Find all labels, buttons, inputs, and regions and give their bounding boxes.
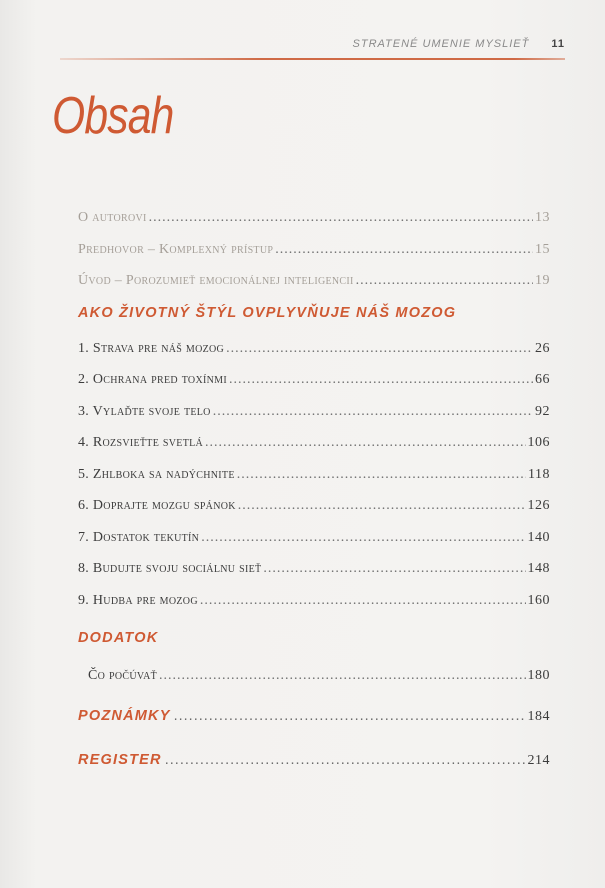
toc-entry[interactable]: [78, 341, 550, 373]
toc-entry[interactable]: [78, 467, 550, 499]
toc-entry-label: Predhovor – Komplexný prístup: [78, 241, 274, 257]
dot-leader: [165, 752, 525, 768]
toc-entry-page: 13: [535, 210, 550, 225]
toc-entry-what-to-listen[interactable]: [78, 668, 550, 700]
toc-entry-label: 4. Rozsvieťte svetlá: [78, 435, 204, 450]
dot-leader: [205, 435, 525, 451]
toc-entry-introduction[interactable]: [78, 273, 550, 305]
dot-leader: [174, 708, 525, 724]
toc-entry-label: Úvod – Porozumieť emocionálnej inteligencii: [78, 273, 354, 288]
toc-entry-register[interactable]: [78, 752, 550, 792]
toc-entry-label: 9. Hudba pre mozog: [78, 592, 198, 608]
running-head: [353, 38, 565, 50]
toc-entry-page: 126: [527, 498, 550, 513]
section-heading-notes: POZNÁMKY: [78, 707, 171, 724]
dot-leader: [356, 273, 533, 289]
toc-entry-page: 106: [527, 435, 550, 450]
toc-entry-label: 7. Dostatok tekutín: [78, 529, 200, 545]
section-heading-lifestyle: AKO ŽIVOTNÝ ŠTÝL OVPLYVŇUJE NÁŠ MOZOG: [78, 304, 457, 321]
dot-leader: [275, 242, 533, 258]
dot-leader: [201, 530, 525, 546]
dot-leader: [213, 404, 533, 420]
dot-leader: [226, 341, 533, 357]
toc-entry-label: 6. Doprajte mozgu spánok: [78, 498, 236, 513]
toc-entry-page: 160: [527, 592, 550, 608]
section-heading-register: REGISTER: [78, 751, 162, 768]
toc-entry[interactable]: [78, 561, 550, 593]
toc-entry-page: 118: [528, 466, 550, 482]
dot-leader: [237, 467, 526, 483]
toc-entry-label: 2. Ochrana pred toxínmi: [78, 372, 227, 387]
toc-entry-label: Čo počúvať: [88, 668, 157, 683]
toc-entry-page: 180: [527, 668, 550, 683]
toc-entry[interactable]: [78, 530, 550, 562]
toc-entry-author[interactable]: [78, 210, 550, 242]
toc-entry-page: 15: [535, 241, 550, 257]
toc-entry-label: 3. Vylaďte svoje telo: [78, 403, 211, 419]
toc-entry-notes[interactable]: [78, 708, 550, 752]
toc-entry-page: 26: [535, 340, 550, 356]
toc-entry[interactable]: [78, 498, 550, 530]
toc-entry[interactable]: [78, 593, 550, 625]
dot-leader: [229, 372, 533, 388]
page-title: Obsah: [52, 87, 174, 145]
toc-entry-page: 66: [535, 372, 550, 387]
toc-entry-page: 92: [535, 403, 550, 419]
page-number: 11: [551, 38, 565, 50]
toc-entry-label: 5. Zhlboka sa nadýchnite: [78, 466, 235, 482]
dot-leader: [159, 668, 526, 684]
toc-entry-foreword[interactable]: [78, 242, 550, 274]
running-head-title: STRATENÉ UMENIE MYSLIEŤ: [352, 38, 530, 50]
toc-entry-page: 184: [527, 708, 550, 724]
toc-entry-label: 1. Strava pre náš mozog: [78, 340, 225, 356]
dot-leader: [263, 561, 525, 577]
toc-entry[interactable]: [78, 435, 550, 467]
table-of-contents: [78, 210, 550, 792]
header-rule: [60, 58, 565, 60]
toc-entry-label: 8. Budujte svoju sociálnu sieť: [78, 561, 262, 576]
toc-entry[interactable]: [78, 372, 550, 404]
toc-entry[interactable]: [78, 404, 550, 436]
toc-entry-page: 140: [527, 529, 550, 545]
toc-entry-page: 214: [527, 752, 550, 768]
dot-leader: [238, 498, 526, 514]
section-heading-appendix: DODATOK: [78, 630, 159, 646]
toc-entry-page: 19: [535, 273, 550, 288]
dot-leader: [200, 593, 526, 609]
toc-entry-page: 148: [527, 561, 550, 576]
dot-leader: [149, 210, 533, 226]
toc-entry-label: O autorovi: [78, 210, 147, 225]
